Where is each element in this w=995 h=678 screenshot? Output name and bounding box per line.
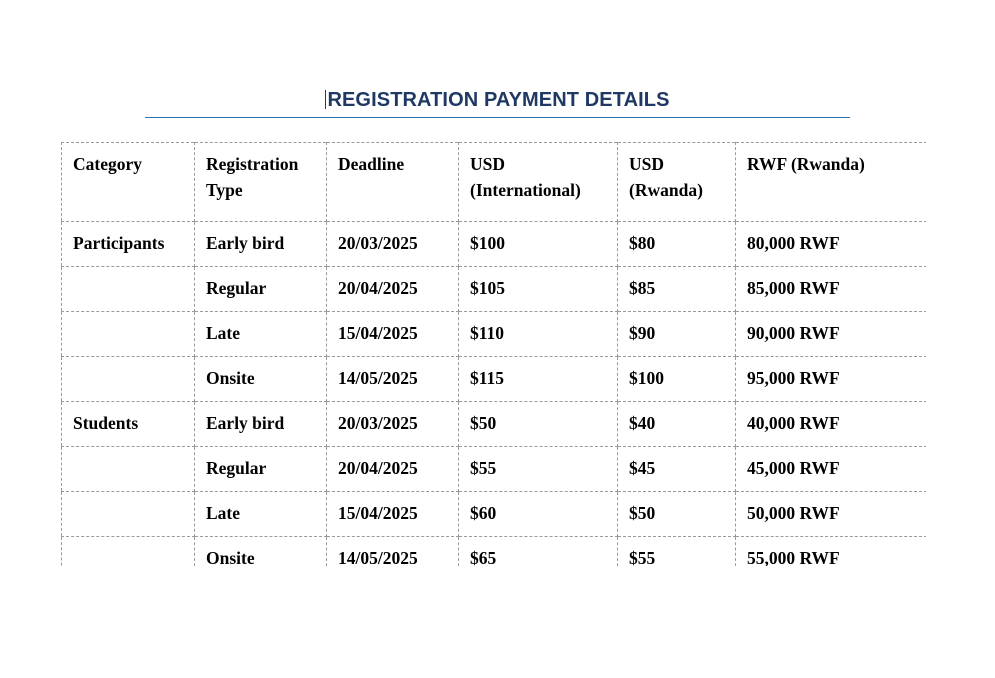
cell-usd-international: $110 xyxy=(459,312,618,357)
cell-deadline: 20/04/2025 xyxy=(327,267,459,312)
cell-category xyxy=(62,312,195,357)
cell-category xyxy=(62,267,195,312)
table-body xyxy=(62,143,927,567)
header-line-1: Deadline xyxy=(338,154,405,174)
cell-category: Students xyxy=(62,402,195,447)
header-line-2: Type xyxy=(206,180,243,200)
column-header-deadline xyxy=(327,143,459,222)
cell-usd-international: $60 xyxy=(459,492,618,537)
cell-rwf-rwanda: 55,000 RWF xyxy=(736,537,927,567)
cell-deadline: 20/04/2025 xyxy=(327,447,459,492)
cell-deadline: 15/04/2025 xyxy=(327,492,459,537)
header-line-1: RWF (Rwanda) xyxy=(747,154,865,174)
header-line-1: Registration xyxy=(206,154,299,174)
cell-registration-type: Regular xyxy=(195,267,327,312)
cell-deadline: 15/04/2025 xyxy=(327,312,459,357)
cell-registration-type: Late xyxy=(195,492,327,537)
cell-usd-international: $115 xyxy=(459,357,618,402)
cell-usd-international: $100 xyxy=(459,222,618,267)
cell-registration-type: Early bird xyxy=(195,222,327,267)
column-header-usd-international xyxy=(459,143,618,222)
cell-usd-international: $105 xyxy=(459,267,618,312)
cell-category xyxy=(62,357,195,402)
page-title-text: REGISTRATION PAYMENT DETAILS xyxy=(327,89,670,111)
cell-category xyxy=(62,447,195,492)
cell-rwf-rwanda: 45,000 RWF xyxy=(736,447,927,492)
table-row xyxy=(62,222,927,267)
table-row xyxy=(62,267,927,312)
cell-deadline: 14/05/2025 xyxy=(327,357,459,402)
cell-deadline: 14/05/2025 xyxy=(327,537,459,567)
cell-category xyxy=(62,492,195,537)
column-header-category xyxy=(62,143,195,222)
cell-rwf-rwanda: 90,000 RWF xyxy=(736,312,927,357)
title-divider xyxy=(145,117,850,118)
cell-rwf-rwanda: 85,000 RWF xyxy=(736,267,927,312)
table-row xyxy=(62,312,927,357)
cell-usd-rwanda: $85 xyxy=(618,267,736,312)
table-row xyxy=(62,357,927,402)
cell-usd-international: $65 xyxy=(459,537,618,567)
cell-category xyxy=(62,537,195,567)
payment-details-table-wrap xyxy=(61,142,926,566)
title-block xyxy=(145,88,850,118)
header-line-1: Category xyxy=(73,154,143,174)
cell-usd-rwanda: $50 xyxy=(618,492,736,537)
cell-usd-international: $55 xyxy=(459,447,618,492)
cell-usd-rwanda: $55 xyxy=(618,537,736,567)
table-header-row xyxy=(62,143,927,222)
cell-usd-rwanda: $80 xyxy=(618,222,736,267)
cell-deadline: 20/03/2025 xyxy=(327,222,459,267)
cell-deadline: 20/03/2025 xyxy=(327,402,459,447)
header-line-1: USD xyxy=(470,154,506,174)
column-header-usd-rwanda xyxy=(618,143,736,222)
cell-registration-type: Late xyxy=(195,312,327,357)
cell-registration-type: Regular xyxy=(195,447,327,492)
table-row xyxy=(62,447,927,492)
column-header-rwf-rwanda xyxy=(736,143,927,222)
table-row xyxy=(62,492,927,537)
cell-rwf-rwanda: 80,000 RWF xyxy=(736,222,927,267)
cell-rwf-rwanda: 50,000 RWF xyxy=(736,492,927,537)
cell-registration-type: Onsite xyxy=(195,537,327,567)
cell-usd-international: $50 xyxy=(459,402,618,447)
cell-usd-rwanda: $90 xyxy=(618,312,736,357)
cell-registration-type: Early bird xyxy=(195,402,327,447)
header-line-2: (Rwanda) xyxy=(629,180,703,200)
cell-usd-rwanda: $100 xyxy=(618,357,736,402)
table-row xyxy=(62,402,927,447)
cell-rwf-rwanda: 95,000 RWF xyxy=(736,357,927,402)
cell-usd-rwanda: $40 xyxy=(618,402,736,447)
header-line-2: (International) xyxy=(470,180,581,200)
table-row xyxy=(62,537,927,567)
cell-usd-rwanda: $45 xyxy=(618,447,736,492)
header-line-1: USD xyxy=(629,154,665,174)
cell-rwf-rwanda: 40,000 RWF xyxy=(736,402,927,447)
page-title xyxy=(145,88,850,112)
payment-details-table xyxy=(61,142,926,566)
column-header-registration-type xyxy=(195,143,327,222)
cell-registration-type: Onsite xyxy=(195,357,327,402)
cell-category: Participants xyxy=(62,222,195,267)
